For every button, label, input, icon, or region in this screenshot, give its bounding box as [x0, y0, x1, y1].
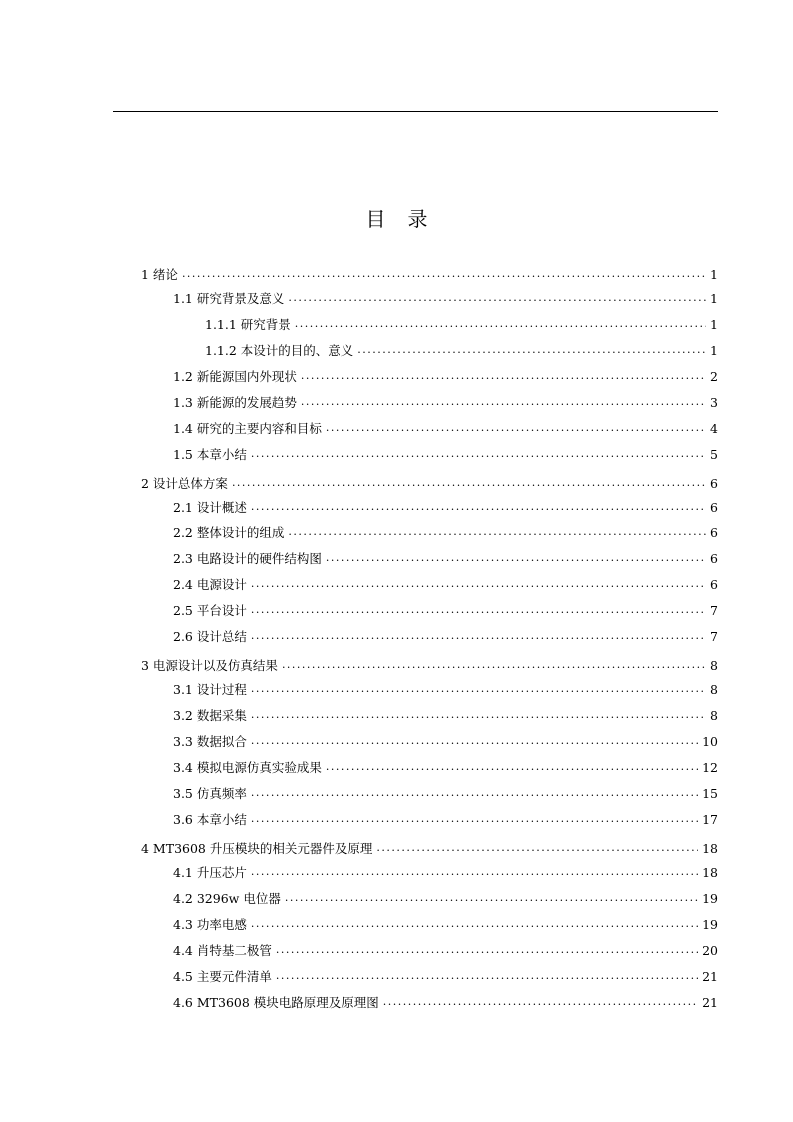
toc-entry-label: 4.3 功率电感 [173, 917, 247, 932]
toc-entry-leader [251, 809, 698, 829]
toc-entry-label: 3.1 设计过程 [173, 682, 247, 697]
toc-entry-label: 1 绪论 [141, 267, 178, 282]
toc-entry-label: 1.1 研究背景及意义 [173, 291, 285, 306]
toc-entry-page: 6 [710, 550, 718, 566]
toc-entry[interactable] [173, 783, 718, 803]
toc-entry-label: 2.3 电路设计的硬件结构图 [173, 551, 322, 566]
toc-entry-page: 8 [710, 681, 718, 697]
toc-entry-label: 4.5 主要元件清单 [173, 969, 272, 984]
toc-entry-page: 17 [702, 811, 718, 827]
toc-entry-leader [251, 862, 698, 882]
toc-entry-leader [251, 574, 706, 594]
toc-entry[interactable] [141, 655, 718, 675]
toc-entry[interactable] [173, 940, 718, 960]
toc-entry-label: 2 设计总体方案 [141, 476, 228, 491]
toc-entry-page: 18 [702, 840, 718, 856]
toc-entry[interactable] [173, 757, 718, 777]
toc-entry-leader [295, 314, 706, 334]
toc-entry-page: 10 [702, 733, 718, 749]
toc-entry-leader [232, 473, 706, 493]
toc-entry-leader [326, 418, 706, 438]
toc-entry-label: 3.4 模拟电源仿真实验成果 [173, 760, 322, 775]
toc-entry-page: 4 [710, 420, 718, 436]
toc-title-left: 目 [365, 207, 386, 231]
toc-entry-page: 1 [710, 342, 718, 358]
toc-entry-page: 6 [710, 475, 718, 491]
toc-entry[interactable] [205, 314, 718, 334]
toc-entry-leader [301, 392, 706, 412]
toc-entry[interactable] [173, 418, 718, 438]
toc-entry-page: 5 [710, 446, 718, 462]
toc-entry-label: 1.1.2 本设计的目的、意义 [205, 343, 354, 358]
toc-entry[interactable] [141, 473, 718, 493]
toc-entry-leader [251, 497, 706, 517]
toc-entry[interactable] [173, 626, 718, 646]
toc-entry-leader [276, 966, 698, 986]
toc-entry-leader [251, 444, 706, 464]
toc-entry-leader [301, 366, 706, 386]
toc-entry[interactable] [173, 809, 718, 829]
toc-entry-leader [288, 288, 706, 308]
toc-entry-leader [251, 783, 698, 803]
toc-entry[interactable] [173, 497, 718, 517]
toc-entry-leader [285, 888, 698, 908]
toc-entry-page: 6 [710, 576, 718, 592]
toc-entry[interactable] [173, 679, 718, 699]
toc-entry-page: 3 [710, 394, 718, 410]
toc-entry-leader [251, 731, 698, 751]
toc-entry-leader [376, 838, 698, 858]
toc-entry-label: 1.5 本章小结 [173, 447, 247, 462]
toc-entry-page: 7 [710, 602, 718, 618]
toc-entry-leader [326, 757, 698, 777]
toc-entry-leader [383, 992, 698, 1012]
toc-entry-page: 1 [710, 290, 718, 306]
toc-entry-page: 8 [710, 707, 718, 723]
toc-entry-label: 4.1 升压芯片 [173, 865, 247, 880]
toc-entry-label: 4.2 3296w 电位器 [173, 891, 281, 906]
toc-entry-leader [282, 655, 706, 675]
toc-entry[interactable] [173, 522, 718, 542]
toc-entry[interactable] [205, 340, 718, 360]
toc-entry-page: 20 [702, 942, 718, 958]
toc-entry[interactable] [173, 574, 718, 594]
toc-entry[interactable] [173, 392, 718, 412]
toc-entry[interactable] [173, 966, 718, 986]
toc-entry-leader [251, 600, 706, 620]
toc-entry-leader [251, 679, 706, 699]
toc-entry-label: 4.6 MT3608 模块电路原理及原理图 [173, 995, 379, 1010]
toc-entry-leader [276, 940, 698, 960]
toc-entry[interactable] [173, 992, 718, 1012]
toc-entry-page: 6 [710, 524, 718, 540]
toc-entry-page: 12 [702, 759, 718, 775]
toc-title [0, 203, 793, 232]
toc-entry-page: 18 [702, 864, 718, 880]
toc-entry-leader [251, 626, 706, 646]
toc-entry-label: 4 MT3608 升压模块的相关元器件及原理 [141, 841, 373, 856]
toc-entry-label: 2.2 整体设计的组成 [173, 525, 285, 540]
toc-entry[interactable] [173, 731, 718, 751]
toc-entry-label: 3.6 本章小结 [173, 812, 247, 827]
toc-entry[interactable] [173, 705, 718, 725]
toc-entry[interactable] [173, 288, 718, 308]
toc-entry-page: 1 [710, 316, 718, 332]
toc-entry-label: 1.4 研究的主要内容和目标 [173, 421, 322, 436]
toc-entry-page: 15 [702, 785, 718, 801]
toc-entry-page: 19 [702, 916, 718, 932]
toc-entry-leader [251, 705, 706, 725]
toc-entry[interactable] [173, 914, 718, 934]
toc-entry[interactable] [173, 444, 718, 464]
toc-entry-page: 21 [702, 968, 718, 984]
toc-entry-page: 19 [702, 890, 718, 906]
toc-entry-page: 2 [710, 368, 718, 384]
toc-entry-leader [326, 548, 706, 568]
toc-entry[interactable] [141, 838, 718, 858]
toc-entry-page: 21 [702, 994, 718, 1010]
toc-entry-page: 7 [710, 628, 718, 644]
toc-entry-leader [251, 914, 698, 934]
toc-entry-label: 3.2 数据采集 [173, 708, 247, 723]
toc-entry-label: 3 电源设计以及仿真结果 [141, 658, 278, 673]
toc-entry-label: 1.1.1 研究背景 [205, 317, 291, 332]
toc-entry-label: 1.2 新能源国内外现状 [173, 369, 297, 384]
header-rule [113, 111, 718, 112]
toc-entry[interactable] [173, 600, 718, 620]
toc-entry-label: 1.3 新能源的发展趋势 [173, 395, 297, 410]
toc-entry[interactable] [173, 366, 718, 386]
toc-entry-label: 2.5 平台设计 [173, 603, 247, 618]
toc-entry-leader [182, 264, 706, 284]
toc-entry[interactable] [173, 548, 718, 568]
toc-entry[interactable] [173, 862, 718, 882]
toc-entry-page: 1 [710, 266, 718, 282]
toc-entry-label: 2.6 设计总结 [173, 629, 247, 644]
toc-entry-label: 4.4 肖特基二极管 [173, 943, 272, 958]
toc-entry-page: 6 [710, 499, 718, 515]
toc-entry-label: 2.1 设计概述 [173, 500, 247, 515]
toc-entry[interactable] [141, 264, 718, 284]
toc-entry-leader [357, 340, 706, 360]
toc-entry-label: 2.4 电源设计 [173, 577, 247, 592]
toc-entry-label: 3.3 数据拟合 [173, 734, 247, 749]
toc-entry-leader [288, 522, 706, 542]
toc-title-right: 录 [407, 207, 428, 231]
toc-entry-page: 8 [710, 657, 718, 673]
toc-entry[interactable] [173, 888, 718, 908]
toc-entry-label: 3.5 仿真频率 [173, 786, 247, 801]
